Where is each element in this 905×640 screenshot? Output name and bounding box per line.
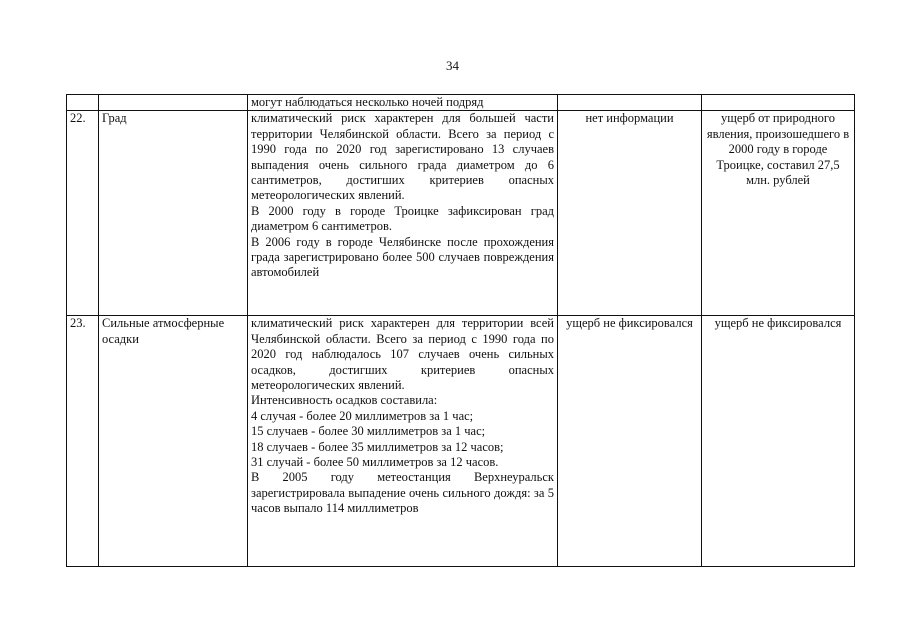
description-paragraph: 18 случаев - более 35 миллиметров за 12 часов; <box>251 439 504 454</box>
description-paragraph: 31 случай - более 50 миллиметров за 12 часов. <box>251 455 499 470</box>
description-paragraph: Интенсивность осадков составила: <box>251 393 438 408</box>
description-paragraph: климатический риск характерен для территории всей Челябинской области. Всего за период с 1990 года по 2020 год наблюдалось 107 случаев очень сильных осадков, достигших критериев опасных метеорологических явлений. <box>251 316 554 393</box>
cell-description <box>248 111 558 316</box>
description-paragraph: могут наблюдаться несколько ночей подряд <box>251 95 484 109</box>
description-paragraph: В 2005 году метеостанция Верхнеуральск зарегистрировала выпадение очень сильного дождя: за 5 часов выпало 114 миллиметров <box>251 470 554 516</box>
cell-info: ущерб не фиксировался <box>558 316 702 567</box>
cell-number: 22. <box>67 111 99 316</box>
table-row <box>67 316 855 567</box>
cell-info <box>558 95 702 111</box>
description-paragraph: В 2000 году в городе Троицке зафиксирован град диаметром 6 сантиметров. <box>251 203 554 234</box>
cell-info: нет информации <box>558 111 702 316</box>
cell-hazard-name: Град <box>99 111 248 316</box>
cell-number: 23. <box>67 316 99 567</box>
cell-number <box>67 95 99 111</box>
cell-damage <box>702 95 855 111</box>
cell-description <box>248 95 558 111</box>
cell-hazard-name <box>99 95 248 111</box>
cell-damage: ущерб от природного явления, произошедшего в 2000 году в городе Троицке, составил 27,5 млн. рублей <box>702 111 855 316</box>
cell-description <box>248 316 558 567</box>
hazard-table <box>66 94 855 567</box>
cell-hazard-name: Сильные атмосферные осадки <box>99 316 248 567</box>
cell-damage: ущерб не фиксировался <box>702 316 855 567</box>
page-number: 34 <box>446 58 459 73</box>
description-paragraph: 15 случаев - более 30 миллиметров за 1 час; <box>251 424 486 439</box>
table-row-continuation <box>67 95 855 111</box>
description-paragraph: климатический риск характерен для большей части территории Челябинской области. Всего за период с 1990 года по 2020 год зарегистировано 13 случаев выпадения очень сильного града диаметром до 6 сантиметров, достигших критериев опасных метеорологических явлений. <box>251 111 554 203</box>
table-row <box>67 111 855 316</box>
description-paragraph: В 2006 году в городе Челябинске после прохождения града зарегистрировано более 500 случаев повреждения автомобилей <box>251 234 554 280</box>
description-paragraph: 4 случая - более 20 миллиметров за 1 час; <box>251 408 474 423</box>
